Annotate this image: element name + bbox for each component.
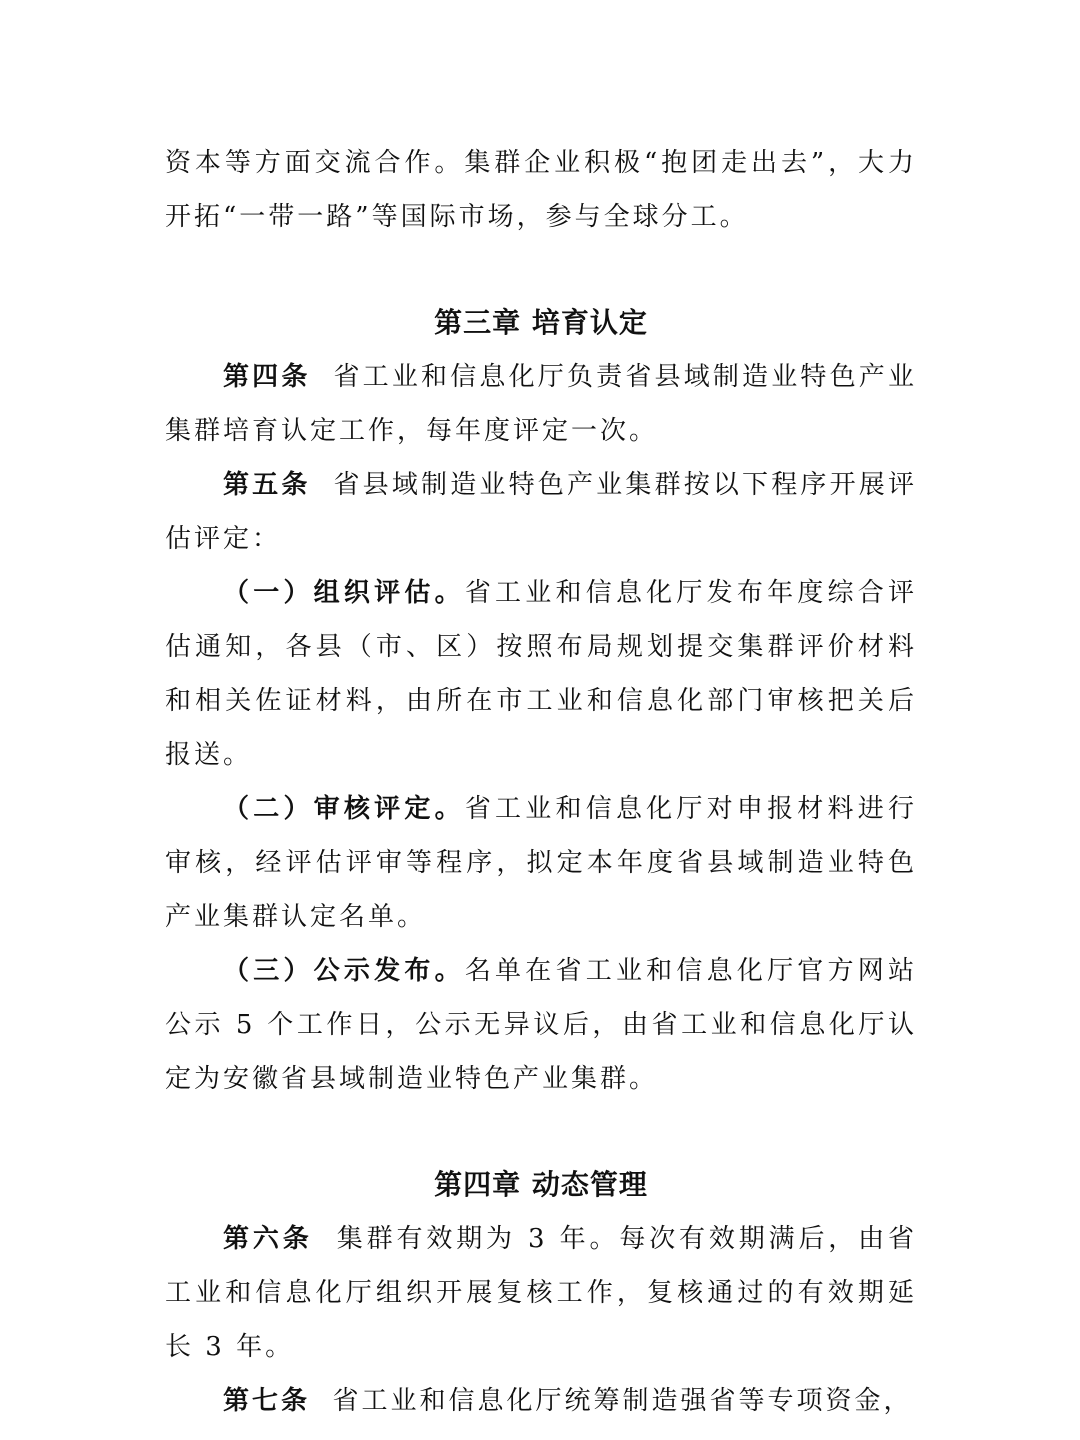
item-2	[165, 782, 917, 944]
article-7	[165, 1374, 917, 1428]
article-5-text: 省县域制造业特色产业集群按以下程序开展评估评定：	[165, 470, 917, 554]
article-5	[165, 458, 917, 566]
intro-paragraph: 资本等方面交流合作。集群企业积极“抱团走出去”，大力开拓“一带一路”等国际市场，参与全球分工。	[165, 148, 917, 232]
spacer	[165, 244, 917, 296]
spacer	[165, 1106, 917, 1158]
item-3-text: 名单在省工业和信息化厅官方网站公示 5 个工作日，公示无异议后，由省工业和信息化厅认定为安徽省县域制造业特色产业集群。	[165, 956, 917, 1094]
item-2-text: 省工业和信息化厅对申报材料进行审核，经评估评审等程序，拟定本年度省县域制造业特色产业集群认定名单。	[165, 794, 917, 932]
article-4	[165, 350, 917, 458]
article-7-label: 第七条	[223, 1386, 311, 1416]
article-7-text: 省工业和信息化厅统筹制造强省等专项资金，	[332, 1386, 913, 1416]
item-2-label: （二）审核评定。	[223, 794, 465, 824]
article-6-label: 第六条	[223, 1224, 313, 1254]
item-1-text: 省工业和信息化厅发布年度综合评估通知，各县（市、区）按照布局规划提交集群评价材料和相关佐证材料，由所在市工业和信息化部门审核把关后报送。	[165, 578, 917, 770]
article-5-label: 第五条	[223, 470, 311, 500]
article-4-label: 第四条	[223, 362, 311, 392]
item-1-label: （一）组织评估。	[223, 578, 465, 608]
article-6-text: 集群有效期为 3 年。每次有效期满后，由省工业和信息化厅组织开展复核工作，复核通过的有效期延长 3 年。	[165, 1224, 917, 1362]
article-6	[165, 1212, 917, 1374]
document-body	[165, 136, 917, 1428]
item-3-label: （三）公示发布。	[223, 956, 465, 986]
article-4-text: 省工业和信息化厅负责省县域制造业特色产业集群培育认定工作，每年度评定一次。	[165, 362, 917, 446]
chapter-3-title: 第三章 培育认定	[434, 306, 648, 339]
item-1	[165, 566, 917, 782]
item-3	[165, 944, 917, 1106]
chapter-4-title: 第四章 动态管理	[434, 1168, 648, 1201]
